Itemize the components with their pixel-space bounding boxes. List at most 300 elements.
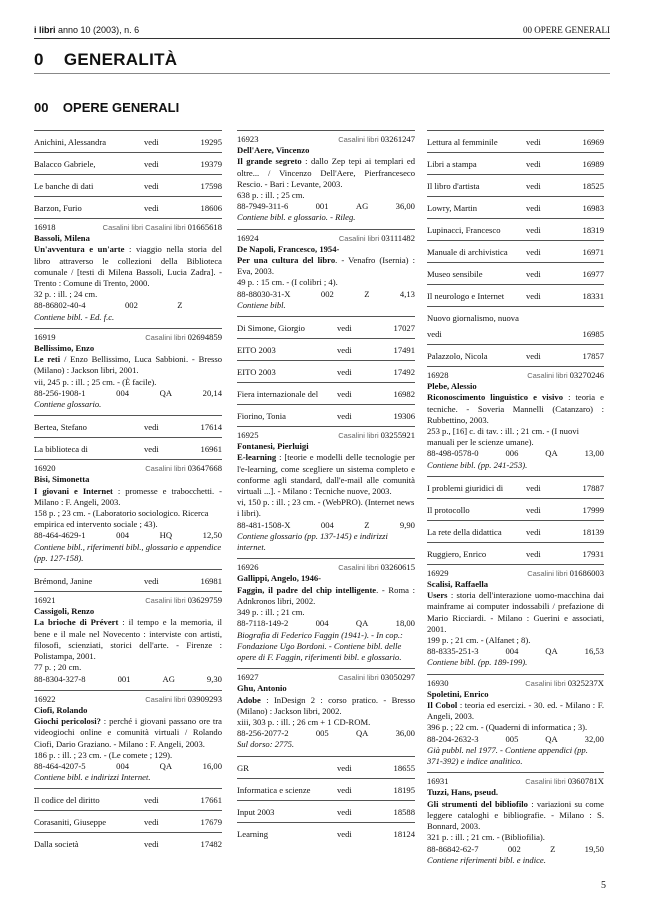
ref-name: Corasaniti, Giuseppe xyxy=(34,817,107,828)
ref-name: EITO 2003 xyxy=(237,367,276,378)
entry-title: Un'avventura e un'arte xyxy=(34,244,125,255)
ref-see: vedi xyxy=(144,181,159,191)
ref-number: 17887 xyxy=(582,482,604,493)
entry-physical: 349 p. : ill. ; 21 cm. xyxy=(237,607,305,618)
ref-number: 16961 xyxy=(200,444,222,455)
ref-see: vedi xyxy=(144,795,159,806)
cross-reference xyxy=(34,196,222,218)
entry-author: Bisi, Simonetta xyxy=(34,474,90,485)
column-2 xyxy=(237,130,415,844)
entry-author: Dell'Aere, Vincenzo xyxy=(237,145,310,156)
entry-title: Users xyxy=(427,590,448,601)
entry-isbn-line xyxy=(427,844,604,855)
casalini-code: 01665618 xyxy=(187,222,222,232)
cross-reference xyxy=(427,284,604,306)
entry-dewey: 004 xyxy=(116,760,130,771)
entry-physical: vi, 150 p. : ill. ; 23 cm. - (WebPRO). (Internet news i libri). xyxy=(237,497,415,519)
entry-title: Giochi pericolosi? xyxy=(34,716,101,727)
entry-class: QA xyxy=(545,448,558,459)
entry-note: Contiene bibl. - Ed. f.c. xyxy=(34,311,115,322)
ref-number: 16977 xyxy=(582,269,604,279)
entry-physical: vii, 245 p. : ill. ; 25 cm. - (È facile). xyxy=(34,376,157,387)
ref-see: vedi xyxy=(337,828,352,839)
entry-price: 13,00 xyxy=(584,448,604,459)
cross-reference xyxy=(34,130,222,152)
entry-physical: 253 p., [16] c. di tav. : ill. ; 21 cm. - (I nuovi manuali per le scienze umane). xyxy=(427,426,579,448)
ref-name: La rete della didattica xyxy=(427,526,502,537)
ref-number: 17598 xyxy=(200,181,222,191)
entry-class: Z xyxy=(364,288,370,299)
cross-reference xyxy=(237,756,415,778)
casalini-code: 03111482 xyxy=(381,232,415,243)
entry-description xyxy=(427,590,604,635)
entry-class: Z xyxy=(177,300,183,311)
cross-reference xyxy=(237,404,415,426)
entry-number: 16929 xyxy=(427,567,449,578)
ref-name: GR xyxy=(237,762,249,773)
entry-note: Biografia di Federico Faggin (1941-). - In cop.: Fondazione Ugo Bordoni. - Contiene bibl. delle opere di F. Faggin, riferimenti bibl. e glossario. xyxy=(237,629,403,662)
entry-author: Ghu, Antonio xyxy=(237,683,287,694)
entry-number: 16918 xyxy=(34,222,56,232)
entry-description xyxy=(427,392,604,426)
ref-number: 18655 xyxy=(393,762,415,773)
ref-number: 18588 xyxy=(393,806,415,817)
entry-note: Contiene glossario. xyxy=(34,399,102,410)
entry-description xyxy=(427,700,604,722)
ref-number: 16969 xyxy=(582,137,604,147)
entry-dewey: 004 xyxy=(315,618,329,629)
entry-publication: . - Roma : Adnkronos libri, 2002. xyxy=(237,584,415,606)
catalog-entry xyxy=(34,218,222,328)
entry-class: QA xyxy=(355,618,369,629)
entry-dewey: 002 xyxy=(124,300,138,311)
entry-title: Le reti xyxy=(34,354,61,365)
casalini-label: Casalini libri Casalini libri xyxy=(102,223,186,232)
entry-publication: : perché i giovani passano ore tra videogiochi online e comunità virtuali / Rolando Ciofi, Dario Graziano. - Milano : F. Angeli, 2003. xyxy=(34,716,222,749)
entry-isbn: 88-88030-31-X xyxy=(237,288,291,299)
casalini-label: Casalini libri xyxy=(145,694,186,704)
entry-price: 12,50 xyxy=(202,530,222,541)
ref-number: 16971 xyxy=(582,247,604,257)
casalini-label: Casalini libri xyxy=(527,568,568,578)
ref-name: Bertea, Stefano xyxy=(34,422,87,433)
entry-author: Scalisi, Raffaella xyxy=(427,579,489,590)
ref-name: Il codice del diritto xyxy=(34,795,100,806)
entry-description xyxy=(427,799,604,833)
cross-reference xyxy=(34,832,222,854)
casalini-label: Casalini libri xyxy=(338,431,379,441)
cross-reference xyxy=(427,218,604,240)
entry-number: 16931 xyxy=(427,776,449,787)
cross-reference xyxy=(427,262,604,284)
ref-number: 17027 xyxy=(393,323,415,334)
entry-class: QA xyxy=(545,646,558,657)
ref-see: vedi xyxy=(526,526,541,537)
entry-publication: : teoria ed esercizi. - 30. ed. - Milano : F. Angeli, 2003. xyxy=(427,700,604,722)
entry-publication: : [teorie e modelli delle tecnologie per l'e-learning, come scegliere un sistema completo e conforme agli standard, dall'e-mail alle comunità virtuali ...]. - Milano : Tecniche nuove, 2003. xyxy=(237,452,415,497)
entry-note: Contiene bibl. e glossario. - Rileg. xyxy=(237,212,356,223)
entry-physical: 49 p. : 15 cm. - (I colibri ; 4). xyxy=(237,277,338,288)
ref-number: 19306 xyxy=(393,411,415,422)
casalini-code: 0360781X xyxy=(567,776,604,787)
entry-description xyxy=(34,486,222,508)
cross-reference xyxy=(237,338,415,360)
entry-number: 16927 xyxy=(237,672,259,683)
entry-publication: : dallo Zep tepi ai templari ed oltre... / Vincenzo Dell'Aere, Pierfranceseco Rescio. - Bari : Levante, 2003. xyxy=(237,156,415,189)
entry-class: AG xyxy=(355,201,369,212)
entry-dewey: 005 xyxy=(505,733,519,744)
ref-name: Ruggiero, Enrico xyxy=(427,548,487,559)
ref-number: 18195 xyxy=(393,784,415,795)
ref-number: 17492 xyxy=(393,367,415,378)
casalini-code: 03261247 xyxy=(380,134,415,144)
ref-name: Dalla società xyxy=(34,839,79,850)
entry-publication: : viaggio nella storia del libro attraverso le collezioni della Biblioteca comunale / [testi di Milena Bassoli, Lucia Zadra]. - Trento : Comune di Trento, 2000. xyxy=(34,244,222,289)
entry-physical: 32 p. : ill. ; 24 cm. xyxy=(34,289,98,300)
entry-isbn: 88-256-2077-2 xyxy=(237,728,289,739)
ref-number: 17857 xyxy=(582,351,604,361)
ref-see: vedi xyxy=(526,159,541,169)
ref-name: Lowry, Martin xyxy=(427,203,478,213)
entry-description xyxy=(237,452,415,497)
entry-dewey: 006 xyxy=(505,448,519,459)
catalog-entry xyxy=(237,426,415,558)
catalog-entry xyxy=(34,328,222,415)
entry-number: 16921 xyxy=(34,595,56,606)
casalini-code: 02694859 xyxy=(187,331,222,342)
casalini-code: 0325237X xyxy=(567,677,604,688)
casalini-code: 03909293 xyxy=(187,693,222,704)
entry-dewey: 002 xyxy=(507,843,521,854)
ref-number: 16982 xyxy=(393,389,415,400)
entry-author: Plebe, Alessio xyxy=(427,381,477,392)
ref-number: 19295 xyxy=(200,137,222,147)
ref-see: vedi xyxy=(144,444,159,455)
entry-note: Contiene bibl. e indirizzi Internet. xyxy=(34,772,151,783)
ref-see: vedi xyxy=(526,548,541,559)
ref-see: vedi xyxy=(526,291,541,301)
entry-number: 16923 xyxy=(237,134,259,144)
entry-isbn-line xyxy=(427,734,604,745)
ref-see: vedi xyxy=(144,422,159,433)
entry-author: Ciofi, Rolando xyxy=(34,704,88,715)
ref-number: 17999 xyxy=(582,504,604,515)
catalog-entry xyxy=(427,674,604,773)
entry-isbn-line xyxy=(34,530,222,541)
entry-physical: 186 p. : ill. ; 23 cm. - (Le comete ; 129). xyxy=(34,749,173,760)
ref-name: Anichini, Alessandra xyxy=(34,137,107,147)
entry-description xyxy=(34,244,222,289)
entry-physical: 77 p. ; 20 cm. xyxy=(34,662,82,673)
entry-price: 20,14 xyxy=(202,387,222,398)
entry-isbn: 88-8304-327-8 xyxy=(34,673,86,684)
ref-number: 16983 xyxy=(582,203,604,213)
entry-publication: : variazioni su come leggere cataloghi e bibliografie. - Milano : S. Bonnard, 2003. xyxy=(427,798,604,832)
entry-description xyxy=(237,255,415,277)
cross-reference xyxy=(427,196,604,218)
entry-description xyxy=(237,695,415,717)
entry-class: Z xyxy=(364,519,370,530)
catalog-entry xyxy=(237,668,415,755)
entry-price: 9,90 xyxy=(399,519,415,530)
catalog-entry xyxy=(237,558,415,668)
journal-issue: anno 10 (2003), n. 6 xyxy=(55,25,140,35)
entry-isbn: 88-86842-62-7 xyxy=(427,843,479,854)
ref-see: vedi xyxy=(144,839,159,850)
entry-class: HQ xyxy=(159,530,173,541)
entry-title: E-learning xyxy=(237,452,277,463)
ref-see: vedi xyxy=(144,137,159,147)
entry-title: I giovani e Internet xyxy=(34,485,113,496)
ref-number: 17614 xyxy=(200,422,222,433)
entry-class: QA xyxy=(355,728,369,739)
ref-name: Brémond, Janine xyxy=(34,576,93,587)
header-rule xyxy=(34,38,610,39)
entry-dewey: 004 xyxy=(116,530,130,541)
ref-name: Il libro d'artista xyxy=(427,181,480,191)
title-rule xyxy=(34,73,610,74)
entry-dewey: 005 xyxy=(315,728,329,739)
entry-dewey: 004 xyxy=(505,646,519,657)
entry-publication: : il tempo e la memoria, il bene e il male nel Novecento : interviste con artisti, filosofi, scienziati, storici dell'arte. - Firenze : Polistampa, 2001. xyxy=(34,617,222,662)
entry-number: 16925 xyxy=(237,430,259,441)
entry-isbn: 88-7118-149-2 xyxy=(237,618,289,629)
entry-physical: 396 p. ; 22 cm. - (Quaderni di informatica ; 3). xyxy=(427,722,588,733)
entry-isbn-line xyxy=(237,289,415,300)
entry-description xyxy=(237,156,415,190)
cross-reference xyxy=(34,437,222,459)
entry-author: Cassigoli, Renzo xyxy=(34,606,95,617)
entry-isbn-line xyxy=(237,520,415,531)
catalog-entry xyxy=(427,772,604,871)
cross-reference xyxy=(34,174,222,196)
cross-reference xyxy=(237,822,415,844)
ref-number: 17491 xyxy=(393,345,415,356)
ref-name: EITO 2003 xyxy=(237,345,276,356)
cross-reference xyxy=(34,810,222,832)
entry-publication: : teoria e tecniche. - Soveria Mannelli (Catanzaro) : Rubbettino, 2003. xyxy=(427,392,604,425)
casalini-label: Casalini libri xyxy=(338,563,379,573)
ref-see: vedi xyxy=(337,784,352,795)
ref-name: Informatica e scienze xyxy=(237,784,311,795)
cross-reference xyxy=(427,498,604,520)
cross-reference xyxy=(427,306,604,344)
running-header-left xyxy=(34,25,139,35)
ref-name: Fiera internazionale del xyxy=(237,389,319,400)
ref-see: vedi xyxy=(526,225,541,235)
entry-number: 16919 xyxy=(34,331,56,342)
entry-number: 16926 xyxy=(237,562,259,573)
entry-description xyxy=(34,617,222,662)
casalini-code: 01686003 xyxy=(569,567,604,578)
entry-title: Faggin, il padre del chip intelligente xyxy=(237,584,377,595)
main-title: 0 GENERALITÀ xyxy=(34,50,178,69)
entry-publication: : storia dell'interazione uomo-macchina dai mainframe ai computer indossabili / prefazione di Mario Ricciardi. - Milano : Guerini e associati, 2001. xyxy=(427,590,604,634)
entry-isbn-line xyxy=(237,728,415,739)
entry-physical: 199 p. ; 21 cm. - (Alfanet ; 8). xyxy=(427,635,531,646)
ref-see: vedi xyxy=(144,159,159,169)
entry-class: AG xyxy=(162,673,175,684)
ref-name: Nuovo giornalismo, nuova xyxy=(427,313,519,323)
ref-name: Input 2003 xyxy=(237,806,275,817)
entry-isbn-line xyxy=(427,646,604,657)
catalog-entry xyxy=(34,591,222,690)
ref-number: 16989 xyxy=(582,159,604,169)
entry-title: Riconoscimento linguistico e visivo xyxy=(427,392,564,403)
entry-price: 16,53 xyxy=(584,646,604,657)
entry-note: Contiene bibl. (pp. 241-253). xyxy=(427,459,528,470)
entry-note: Contiene bibl. xyxy=(237,299,286,310)
catalog-entry xyxy=(427,564,604,674)
entry-note: Contiene bibl. (pp. 189-199). xyxy=(427,657,528,668)
entry-isbn: 88-8335-251-3 xyxy=(427,646,479,657)
ref-number: 18139 xyxy=(582,526,604,537)
ref-see: vedi xyxy=(526,351,541,361)
casalini-label: Casalini libri xyxy=(145,596,186,606)
entry-publication: . - Venafro (Isernia) : Eva, 2003. xyxy=(237,255,415,277)
entry-note: Già pubbl. nel 1977. - Contiene appendici (pp. 371-392) e indice analitico. xyxy=(427,744,588,767)
cross-reference xyxy=(427,130,604,152)
cross-reference xyxy=(427,152,604,174)
catalog-entry xyxy=(427,366,604,476)
entry-isbn: 88-498-0578-0 xyxy=(427,448,479,459)
cross-reference xyxy=(427,240,604,262)
cross-reference xyxy=(237,360,415,382)
entry-isbn-line xyxy=(237,201,415,212)
entry-physical: xiii, 303 p. : ill. ; 26 cm + 1 CD-ROM. xyxy=(237,716,371,727)
entry-number: 16928 xyxy=(427,370,449,380)
entry-price: 18,00 xyxy=(395,618,415,629)
casalini-code: 03255921 xyxy=(380,430,415,441)
cross-reference xyxy=(34,569,222,591)
entry-title: La brioche di Prévert xyxy=(34,617,119,628)
ref-name: Lupinacci, Francesco xyxy=(427,225,501,235)
casalini-code: 03050297 xyxy=(380,672,415,683)
entry-note: Contiene bibl., riferimenti bibl., glossario e appendice (pp. 127-158). xyxy=(34,541,222,563)
ref-name: Il neurologo e Internet xyxy=(427,291,505,301)
ref-number: 17679 xyxy=(200,817,222,828)
entry-isbn: 88-7949-311-6 xyxy=(237,201,289,212)
entry-isbn-line xyxy=(34,761,222,772)
ref-see: vedi xyxy=(337,345,352,356)
ref-see: vedi xyxy=(526,203,541,213)
ref-number: 16981 xyxy=(200,576,222,587)
ref-see: vedi xyxy=(144,576,159,587)
ref-see: vedi xyxy=(337,389,352,400)
ref-number: 17482 xyxy=(200,839,222,850)
ref-see: vedi xyxy=(337,323,352,334)
ref-name: Lettura al femminile xyxy=(427,137,498,147)
column-3 xyxy=(427,130,604,871)
cross-reference xyxy=(237,382,415,404)
casalini-code: 03629759 xyxy=(187,595,222,606)
ref-see: vedi xyxy=(526,482,541,493)
cross-reference xyxy=(34,152,222,174)
column-1 xyxy=(34,130,222,854)
entry-price: 36,00 xyxy=(395,201,415,212)
ref-name: La biblioteca di xyxy=(34,444,88,455)
ref-name: Balacco Gabriele, xyxy=(34,159,96,169)
entry-dewey: 001 xyxy=(117,673,131,684)
entry-author: De Napoli, Francesco, 1954- xyxy=(237,243,340,254)
casalini-label: Casalini libri xyxy=(338,233,380,243)
casalini-code: 03270246 xyxy=(569,370,604,380)
entry-isbn-line xyxy=(427,448,604,459)
entry-description xyxy=(237,585,415,607)
cross-reference xyxy=(427,344,604,366)
ref-number: 18525 xyxy=(582,181,604,191)
ref-number: 17661 xyxy=(200,795,222,806)
entry-isbn-line xyxy=(34,388,222,399)
catalog-entry xyxy=(237,130,415,229)
entry-description xyxy=(34,716,222,750)
entry-price: 9,30 xyxy=(206,673,222,684)
ref-see: vedi xyxy=(526,181,541,191)
catalog-entry xyxy=(34,690,222,789)
casalini-label: Casalini libri xyxy=(338,135,379,144)
entry-note: Contiene glossario (pp. 137-145) e indirizzi internet. xyxy=(237,530,388,553)
ref-see: vedi xyxy=(337,762,352,773)
entry-price: 4,13 xyxy=(399,288,415,299)
entry-note: Sul dorso: 2775. xyxy=(237,739,295,750)
casalini-label: Casalini libri xyxy=(145,332,186,342)
cross-reference xyxy=(237,778,415,800)
ref-name: Learning xyxy=(237,828,269,839)
entry-dewey: 004 xyxy=(320,519,334,530)
journal-name: i libri xyxy=(34,25,56,35)
ref-see: vedi xyxy=(144,817,159,828)
entry-publication: : promesse e trabocchetti. - Milano : F. Angeli, 2003. xyxy=(34,485,222,507)
casalini-label: Casalini libri xyxy=(338,673,379,683)
ref-name: I problemi giuridici di xyxy=(427,482,504,493)
entry-class: QA xyxy=(159,387,173,398)
entry-note: Contiene riferimenti bibl. e indice. xyxy=(427,854,546,865)
entry-class: QA xyxy=(159,760,173,771)
casalini-label: Casalini libri xyxy=(145,464,186,474)
catalog-entry xyxy=(34,459,222,569)
ref-see: vedi xyxy=(526,247,541,257)
entry-title: Il Cobol xyxy=(427,700,458,711)
section-title: 00 OPERE GENERALI xyxy=(34,100,180,115)
entry-author: Tuzzi, Hans, pseud. xyxy=(427,787,499,798)
entry-price: 32,00 xyxy=(584,733,604,744)
entry-isbn: 88-256-1908-1 xyxy=(34,387,86,398)
page-number: 5 xyxy=(601,880,606,891)
ref-name: Manuale di archivistica xyxy=(427,247,508,257)
entry-isbn: 88-204-2632-3 xyxy=(427,733,479,744)
ref-see: vedi xyxy=(526,269,541,279)
entry-author: Gallippi, Angelo, 1946- xyxy=(237,573,322,584)
entry-physical: 158 p. ; 23 cm. - (Laboratorio sociologico. Ricerca empirica ed intervento sociale ; 43). xyxy=(34,508,209,530)
cross-reference xyxy=(237,316,415,338)
cross-reference xyxy=(427,542,604,564)
ref-number: 18124 xyxy=(393,828,415,839)
entry-dewey: 004 xyxy=(116,387,130,398)
casalini-label: Casalini libri xyxy=(525,777,566,787)
ref-see: vedi xyxy=(526,504,541,515)
ref-name: Le banche di dati xyxy=(34,181,94,191)
entry-class: Z xyxy=(550,843,556,854)
casalini-code: 03647668 xyxy=(187,463,222,474)
running-header-right: 00 OPERE GENERALI xyxy=(523,25,610,35)
ref-name: Il protocollo xyxy=(427,504,470,515)
entry-author: Bassoli, Milena xyxy=(34,233,90,244)
entry-isbn: 88-464-4629-1 xyxy=(34,530,86,541)
ref-see: vedi xyxy=(144,203,159,213)
cross-reference xyxy=(427,174,604,196)
ref-name: Libri a stampa xyxy=(427,159,477,169)
ref-name: Fiorino, Tonia xyxy=(237,411,286,422)
